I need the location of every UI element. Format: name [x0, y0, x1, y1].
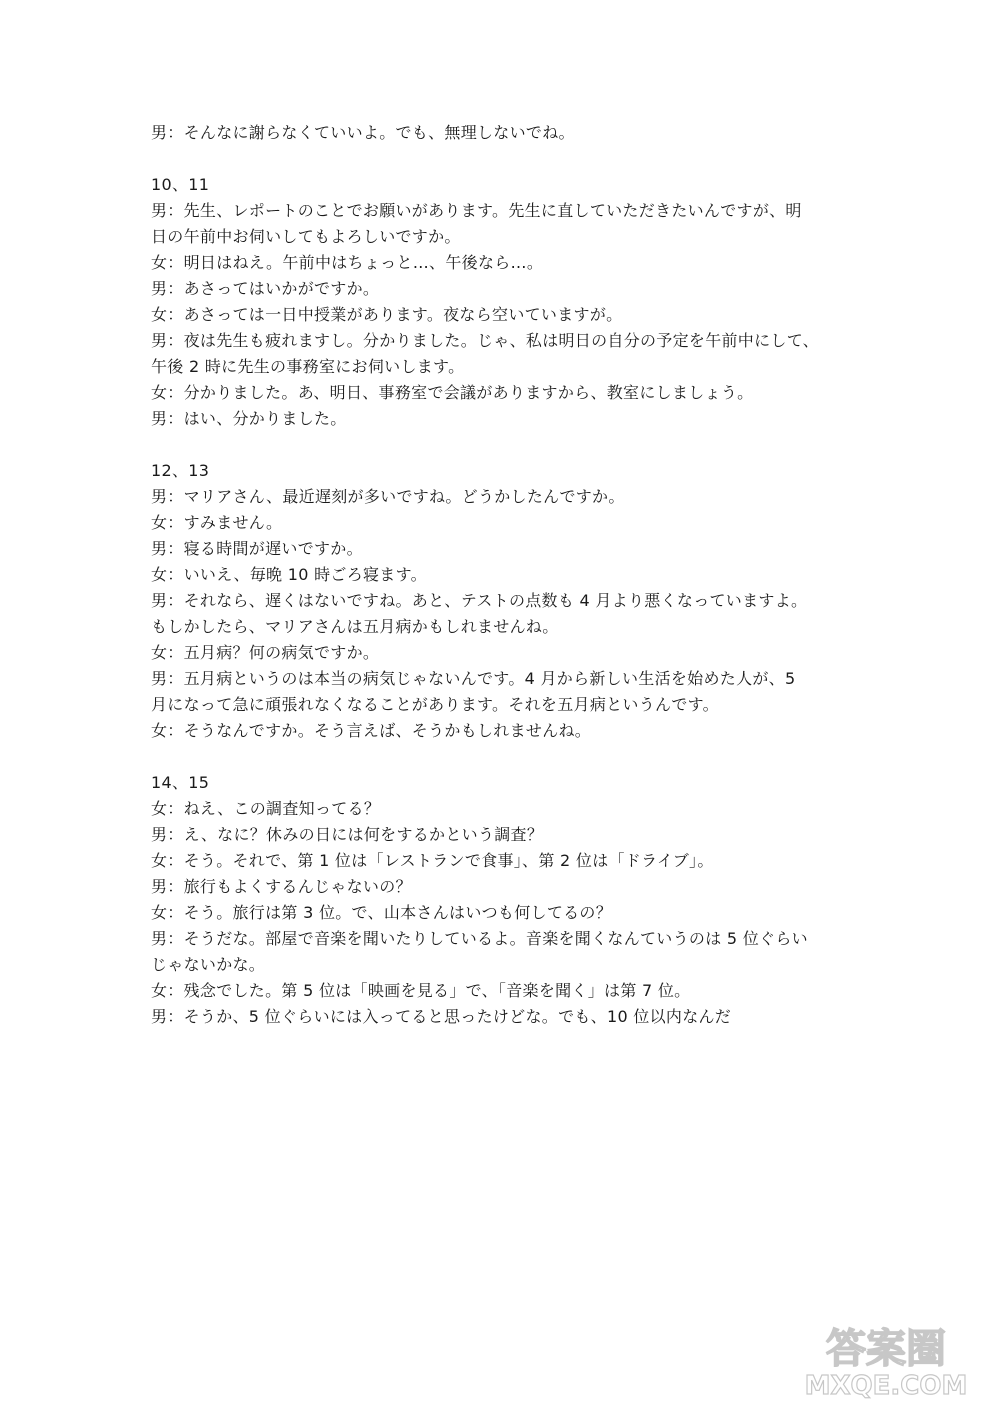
dialogue-line: 女：あさっては一日中授業があります。夜なら空いていますが。 — [151, 305, 623, 324]
watermark-url-text: MXQE.COM — [804, 1371, 968, 1400]
dialogue-line: 男：先生、レポートのことでお願いがあります。先生に直していただきたいんですが、明 — [151, 201, 802, 220]
dialogue-line: 女：そうなんですか。そう言えば、そうかもしれませんね。 — [151, 721, 592, 740]
dialogue-line: 女：そう。それで、第 1 位は「レストランで食事」、第 2 位は「ドライブ」。 — [151, 851, 714, 870]
watermark-logo-text: 答案圈 — [826, 1326, 946, 1372]
dialogue-line: 男：五月病というのは本当の病気じゃないんです。4 月から新しい生活を始めた人が、5 — [151, 669, 796, 688]
dialogue-line: 女：いいえ、毎晩 10 時ごろ寝ます。 — [151, 565, 427, 584]
blank-line — [151, 744, 871, 770]
dialogue-line: 女：すみません。 — [151, 513, 283, 532]
dialogue-line: 男：はい、分かりました。 — [151, 409, 347, 428]
dialogue-line: 男：旅行もよくするんじゃないの？ — [151, 877, 412, 896]
dialogue-line: 男：あさってはいかがですか。 — [151, 279, 380, 298]
dialogue-line: 月になって急に頑張れなくなることがあります。それを五月病というんです。 — [151, 695, 719, 714]
section-number: 14、15 — [151, 773, 210, 792]
dialogue-line: 男：そうか、5 位ぐらいには入ってると思ったけどな。でも、10 位以内なんだ — [151, 1007, 732, 1026]
dialogue-line: 男：夜は先生も疲れますし。分かりました。じゃ、私は明日の自分の予定を午前中にして、 — [151, 331, 819, 350]
blank-line — [151, 146, 871, 172]
dialogue-line: 午後 2 時に先生の事務室にお伺いします。 — [151, 357, 465, 376]
dialogue-line: もしかしたら、マリアさんは五月病かもしれませんね。 — [151, 617, 559, 636]
dialogue-line: 男：そうだな。部屋で音楽を聞いたりしているよ。音楽を聞くなんていうのは 5 位ぐらい — [151, 929, 808, 948]
dialogue-line: 女：そう。旅行は第 3 位。で、山本さんはいつも何してるの？ — [151, 903, 613, 922]
dialogue-line: 男：寝る時間が遅いですか。 — [151, 539, 363, 558]
dialogue-line: 日の午前中お伺いしてもよろしいですか。 — [151, 227, 461, 246]
dialogue-line: 女：残念でした。第 5 位は「映画を見る」で、「音楽を聞く」は第 7 位。 — [151, 981, 691, 1000]
dialogue-line: 男：そんなに謝らなくていいよ。でも、無理しないでね。 — [151, 123, 575, 142]
dialogue-line: 女：五月病？何の病気ですか。 — [151, 643, 380, 662]
section-number: 10、11 — [151, 175, 210, 194]
blank-line — [151, 432, 871, 458]
dialogue-line: 男：え、なに？休みの日には何をするかという調査？ — [151, 825, 544, 844]
dialogue-line: 女：ねえ、この調査知ってる？ — [151, 799, 381, 818]
watermark-logo — [796, 1320, 976, 1400]
transcript — [151, 120, 871, 1030]
dialogue-line: 女：分かりました。あ、明日、事務室で会議がありますから、教室にしましょう。 — [151, 383, 754, 402]
dialogue-line: 男：マリアさん、最近遅刻が多いですね。どうかしたんですか。 — [151, 487, 625, 506]
section-number: 12、13 — [151, 461, 210, 480]
dialogue-line: じゃないかな。 — [151, 955, 266, 974]
dialogue-line: 女：明日はねえ。午前中はちょっと…、午後なら…。 — [151, 253, 544, 272]
dialogue-line: 男：それなら、遅くはないですね。あと、テストの点数も 4 月より悪くなっていますよ。 — [151, 591, 808, 610]
